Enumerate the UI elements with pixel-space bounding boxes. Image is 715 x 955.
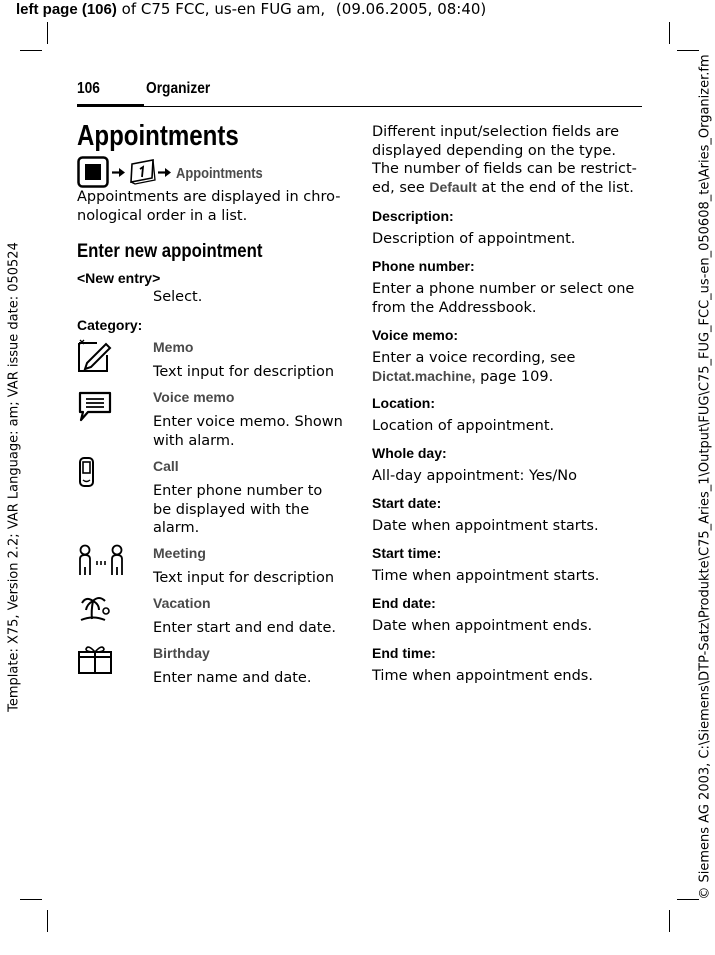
field-label: Start time: xyxy=(372,545,442,561)
field-text: Date when appointment starts. xyxy=(372,518,599,534)
field-text: Time when appointment starts. xyxy=(372,568,600,584)
field-label: End date: xyxy=(372,595,436,611)
category-desc: Enter voice memo. Shown with alarm. xyxy=(153,414,343,449)
file-date: (09.06.2005, 08:40) xyxy=(335,0,487,18)
page-title: Appointments xyxy=(77,120,239,152)
category-name: Call xyxy=(153,458,179,474)
field-label: Whole day: xyxy=(372,445,447,461)
category-desc: Text input for description xyxy=(153,570,335,586)
new-entry-label: <New entry> xyxy=(77,270,161,286)
category-label: Category: xyxy=(77,317,143,333)
arrow-right-icon xyxy=(158,167,172,178)
intro-text: Appointments are displayed in chro- nological order in a list. xyxy=(77,189,341,224)
vacation-icon xyxy=(77,593,113,627)
field-label: End time: xyxy=(372,645,436,661)
field-label: Description: xyxy=(372,208,454,224)
intro-after: at the end of the list. xyxy=(476,179,634,196)
template-info: Template: X75, Version 2.2; VAR Language: am; VAR issue date: 050524 xyxy=(6,242,22,712)
field-text xyxy=(372,349,602,386)
category-name: Birthday xyxy=(153,645,210,661)
meeting-icon xyxy=(77,543,125,577)
field-label: Voice memo: xyxy=(372,327,459,343)
intro-before: Different input/selection fields are displayed depending on the type. The number of fields can be restrict-ed, see xyxy=(372,124,637,196)
field-text: Location of appointment. xyxy=(372,418,555,434)
field-text: Enter a phone number or select one from the Addressbook. xyxy=(372,281,635,316)
gift-icon xyxy=(77,643,113,677)
category-name: Meeting xyxy=(153,545,206,561)
file-header xyxy=(16,0,486,19)
category-desc: Enter name and date. xyxy=(153,670,312,686)
category-name: Voice memo xyxy=(153,389,235,405)
memo-icon xyxy=(77,339,113,373)
header-rule xyxy=(144,106,642,107)
dictat-machine-link: Dictat.machine, xyxy=(372,367,476,384)
field-text: Description of appointment. xyxy=(372,231,576,247)
field-label: Phone number: xyxy=(372,258,475,274)
category-name: Memo xyxy=(153,339,194,355)
file-label: left page (106) xyxy=(16,1,117,18)
field-text: Time when appointment ends. xyxy=(372,668,593,684)
voice-memo-text: Enter a voice recording, see xyxy=(372,350,576,366)
arrow-right-icon xyxy=(112,167,126,178)
phone-icon xyxy=(77,456,113,490)
category-desc: Text input for description xyxy=(153,364,335,380)
header-rule-thick xyxy=(77,104,144,107)
subheading: Enter new appointment xyxy=(77,240,263,262)
copyright-path: © Siemens AG 2003, C:\Siemens\DTP-Satz\Produkte\C75_Aries_1\Output\FUG\C75_FUG_FCC_us-en_050608_te\Aries_Organizer.fm xyxy=(697,54,713,900)
category-name: Vacation xyxy=(153,595,211,611)
default-link: Default xyxy=(429,178,477,195)
file-info: of C75 FCC, us-en FUG am, xyxy=(121,0,326,18)
field-label: Start date: xyxy=(372,495,442,511)
field-text: Date when appointment ends. xyxy=(372,618,593,634)
page-number: 106 xyxy=(77,80,100,97)
voice-memo-icon xyxy=(77,390,113,424)
category-desc: Enter phone number to be displayed with the alarm. xyxy=(153,483,323,536)
menu-path-label: Appointments xyxy=(176,165,263,182)
fields-intro xyxy=(372,123,640,197)
menu-key-icon xyxy=(77,156,109,188)
menu-path xyxy=(77,156,277,188)
section-title: Organizer xyxy=(146,80,211,97)
category-desc: Enter start and end date. xyxy=(153,620,337,636)
field-label: Location: xyxy=(372,395,435,411)
new-entry-text: Select. xyxy=(153,289,203,305)
organizer-icon xyxy=(128,158,156,185)
field-text: All-day appointment: Yes/No xyxy=(372,468,577,484)
voice-memo-page: page 109. xyxy=(475,368,554,385)
